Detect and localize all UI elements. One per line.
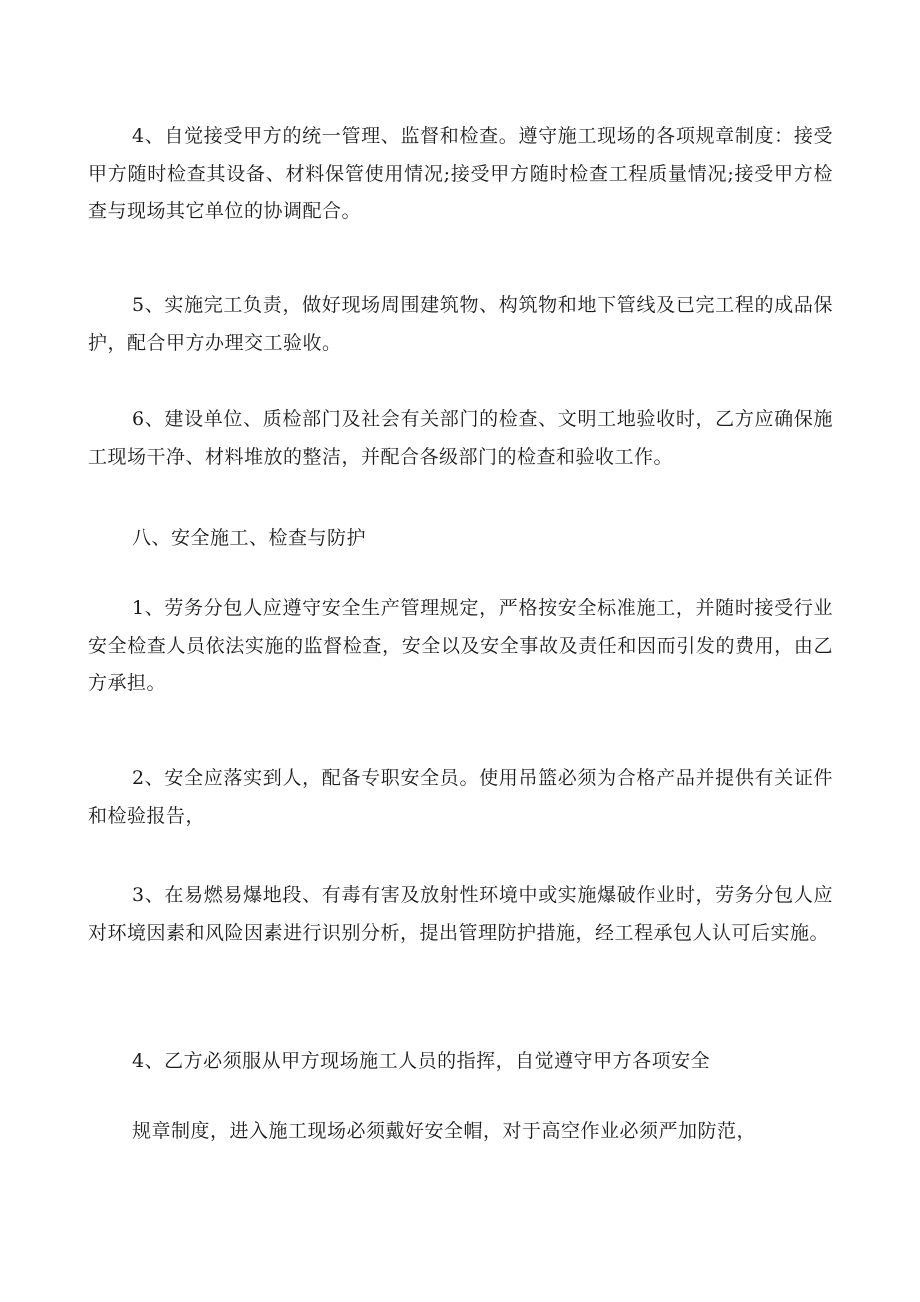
paragraph-item-4-supervision: 4、自觉接受甲方的统一管理、监督和检查。遵守施工现场的各项规章制度：接受甲方随时检查其设备、材料保管使用情况;接受甲方随时检查工程质量情况;接受甲方检查与现场其它单位的协调配合。 [88,125,833,222]
paragraph-safety-item-3: 3、在易燃易爆地段、有毒有害及放射性环境中或实施爆破作业时，劳务分包人应对环境因素和风险因素进行识别分析，提出管理防护措施，经工程承包人认可后实施。 [88,884,833,944]
paragraph-safety-item-2: 2、安全应落实到人，配备专职安全员。使用吊篮必须为合格产品并提供有关证件和检验报告， [88,767,833,827]
paragraph-safety-item-1: 1、劳务分包人应遵守安全生产管理规定，严格按安全标准施工，并随时接受行业安全检查人员依法实施的监督检查，安全以及安全事故及责任和因而引发的费用，由乙方承担。 [88,597,833,694]
section-heading-safety: 八、安全施工、检查与防护 [132,527,367,549]
paragraph-item-6-inspection: 6、建设单位、质检部门及社会有关部门的检查、文明工地验收时，乙方应确保施工现场干净、材料堆放的整洁，并配合各级部门的检查和验收工作。 [88,408,833,468]
paragraph-safety-item-4-continued: 规章制度，进入施工现场必须戴好安全帽，对于高空作业必须严加防范， [132,1120,757,1142]
paragraph-item-5-completion: 5、实施完工负责，做好现场周围建筑物、构筑物和地下管线及已完工程的成品保护，配合甲方办理交工验收。 [88,294,833,354]
paragraph-safety-item-4: 4、乙方必须服从甲方现场施工人员的指挥，自觉遵守甲方各项安全 [132,1050,711,1072]
